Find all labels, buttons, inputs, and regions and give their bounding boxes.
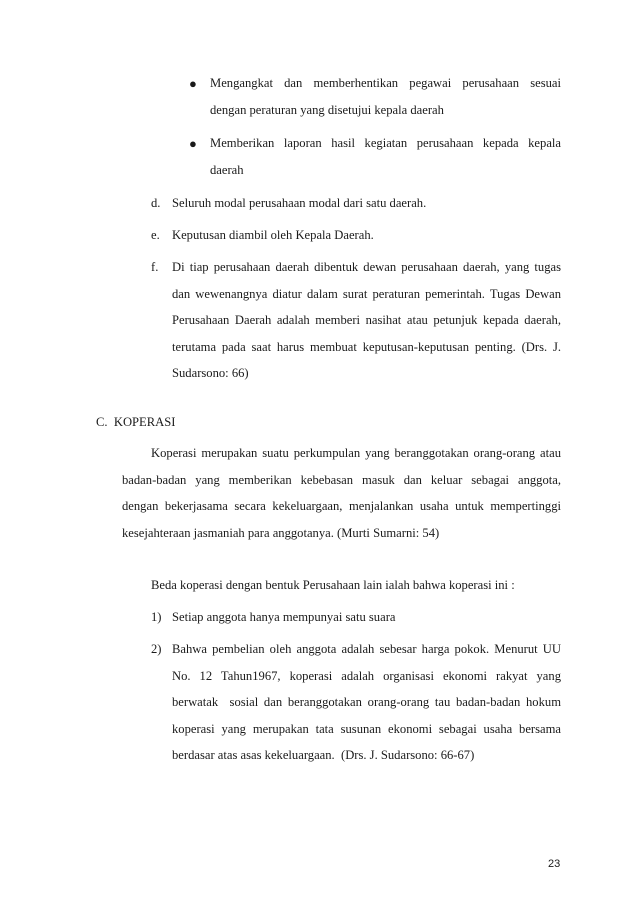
paragraph-line: badan-badan yang memberikan kebebasan masuk dan keluar sebagai anggota, [122,472,561,487]
list-marker: e. [151,228,160,242]
list-marker: d. [151,196,161,210]
bullet-item-1 [210,70,561,123]
paragraph-beda-koperasi: Beda koperasi dengan bentuk Perusahaan lain ialah bahwa koperasi ini : [151,578,515,592]
numbered-item-2 [172,636,561,769]
item-line: Perusahaan Daerah adalah memberi nasihat atau petunjuk kepada daerah, [172,313,561,327]
bullet-item-2 [210,130,561,183]
list-marker: 2) [151,642,162,656]
section-heading: C. KOPERASI [96,415,176,429]
paragraph-line: kesejahteraan jasmaniah para anggotanya. (Murti Sumarni: 54) [122,525,440,540]
list-marker: 1) [151,610,162,624]
bullet-line: Mengangkat dan memberhentikan pegawai perusahaan sesuai [210,76,561,90]
item-line: berdasar atas asas kekeluargaan. (Drs. J. Sudarsono: 66-67) [172,748,475,762]
item-line: berwatak sosial dan beranggotakan orang-orang tau badan-badan hokum [172,695,561,709]
paragraph-line: dengan bekerjasama secara kekeluargaan, menjalankan usaha untuk mempertinggi [122,499,561,513]
item-line: koperasi yang merupakan tata susunan ekonomi sebagai usaha bersama [172,721,561,736]
numbered-item-1 [172,604,561,631]
lettered-item-d [172,190,561,217]
lettered-item-e [172,222,561,249]
paragraph-line: Koperasi merupakan suatu perkumpulan yang beranggotakan orang-orang atau [151,446,561,460]
bullet-line: daerah [210,162,244,177]
item-line: Di tiap perusahaan daerah dibentuk dewan perusahaan daerah, yang tugas [172,260,561,274]
item-line: Setiap anggota hanya mempunyai satu suara [172,610,396,624]
lettered-item-f [172,254,561,387]
bullet-line: Memberikan laporan hasil kegiatan perusahaan kepada kepala [210,136,561,150]
item-line: terutama pada saat harus membuat keputusan-keputusan penting. (Drs. J. [172,339,561,354]
bullet-icon: ● [189,76,197,91]
bullet-icon: ● [189,136,197,151]
item-line: dan wewenangnya diatur dalam surat peraturan pemerintah. Tugas Dewan [172,286,561,301]
page-number: 23 [548,858,561,870]
item-line: Keputusan diambil oleh Kepala Daerah. [172,228,374,242]
paragraph-koperasi [122,440,561,546]
item-line: Sudarsono: 66) [172,366,249,380]
item-line: Seluruh modal perusahaan modal dari satu daerah. [172,196,427,210]
item-line: Bahwa pembelian oleh anggota adalah sebesar harga pokok. Menurut UU [172,642,561,656]
list-marker: f. [151,260,159,274]
item-line: No. 12 Tahun1967, koperasi adalah organisasi ekonomi rakyat yang [172,668,561,683]
bullet-line: dengan peraturan yang disetujui kepala daerah [210,102,444,117]
